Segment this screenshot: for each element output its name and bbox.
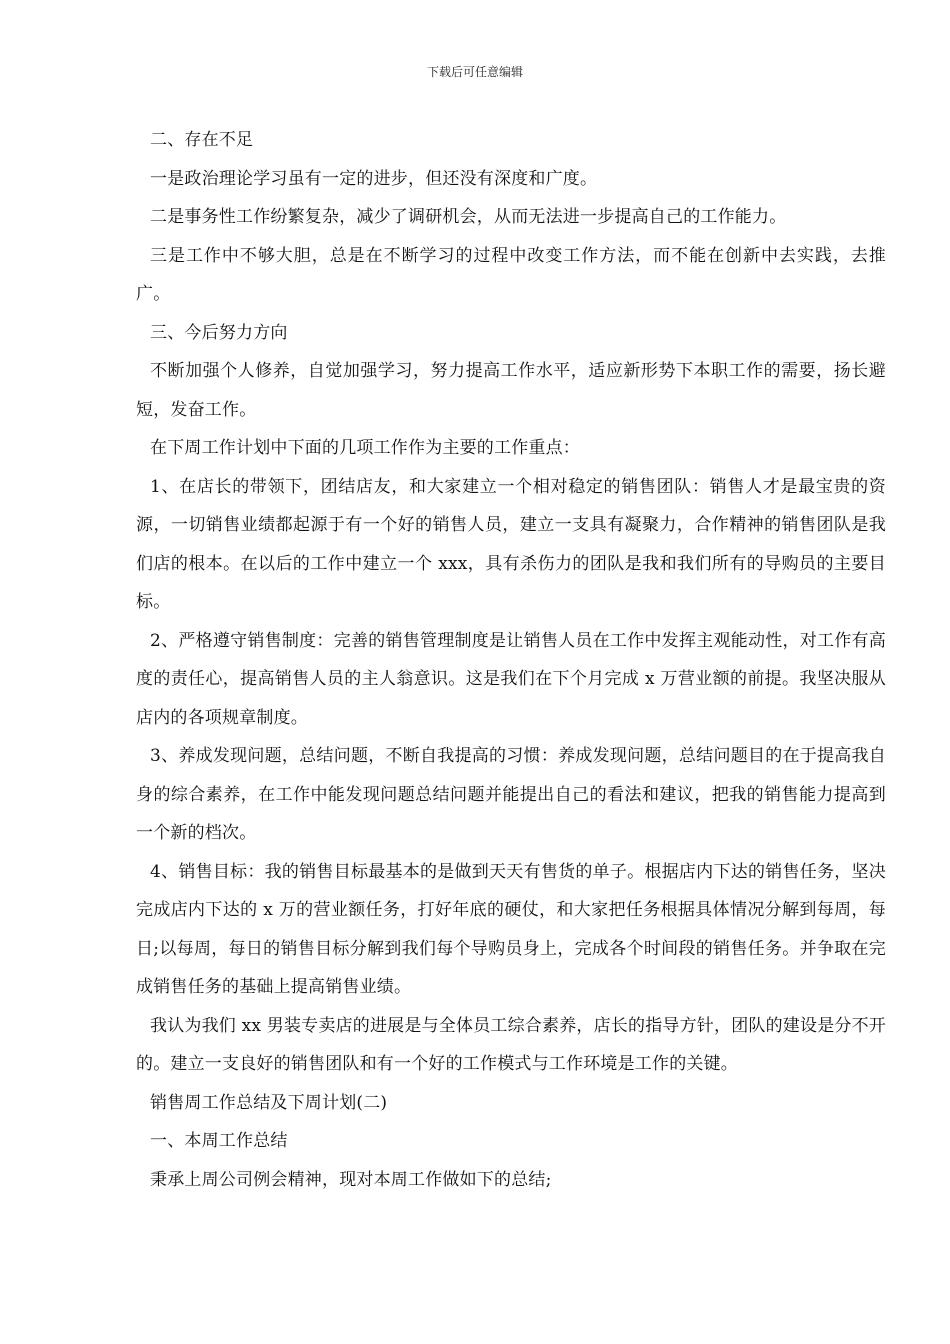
document-subtitle: 销售周工作总结及下周计划(二) bbox=[150, 1092, 388, 1113]
paragraph: 在下周工作计划中下面的几项工作作为主要的工作重点： bbox=[150, 438, 580, 458]
paragraph: 秉承上周公司例会精神，现对本周工作做如下的总结; bbox=[150, 1169, 552, 1190]
paragraph: 一是政治理论学习虽有一定的进步，但还没有深度和广度。 bbox=[150, 168, 598, 189]
document-body bbox=[136, 121, 886, 1199]
list-item-3: 3、养成发现问题，总结问题，不断自我提高的习惯：养成发现问题，总结问题目的在于提高我自身的综合素养，在工作中能发现问题总结问题并能提出自己的看法和建议，把我的销售能力提高到一个新的档次。 bbox=[136, 746, 886, 843]
paragraph: 二是事务性工作纷繁复杂，减少了调研机会，从而无法进一步提高自己的工作能力。 bbox=[150, 207, 787, 227]
paragraph: 不断加强个人修养，自觉加强学习，努力提高工作水平，适应新形势下本职工作的需要，扬长避短，发奋工作。 bbox=[136, 361, 886, 420]
page-header: 下载后可任意编辑 bbox=[426, 65, 523, 79]
list-item-4: 4、销售目标：我的销售目标最基本的是做到天天有售货的单子。根据店内下达的销售任务，坚决完成店内下达的 x 万的营业额任务，打好年底的硬仗，和大家把任务根据具体情况分解到每周，每日;以每周，每日的销售目标分解到我们每个导购员身上，完成各个时间段的销售任务。并争取在完成销售任务的基础上提高销售业绩。 bbox=[136, 861, 886, 997]
section-heading-future-direction: 三、今后努力方向 bbox=[150, 322, 288, 343]
section-heading-weekly-summary: 一、本周工作总结 bbox=[150, 1131, 288, 1151]
paragraph: 我认为我们 xx 男装专卖店的进展是与全体员工综合素养，店长的指导方针，团队的建设是分不开的。建立一支良好的销售团队和有一个好的工作模式与工作环境是工作的关键。 bbox=[136, 1015, 886, 1074]
section-heading-shortcomings: 二、存在不足 bbox=[150, 130, 254, 150]
list-item-1: 1、在店长的带领下，团结店友，和大家建立一个相对稳定的销售团队：销售人才是最宝贵的资源，一切销售业绩都起源于有一个好的销售人员，建立一支具有凝聚力，合作精神的销售团队是我们店的根本。在以后的工作中建立一个 xxx，具有杀伤力的团队是我和我们所有的导购员的主要目标。 bbox=[136, 476, 886, 612]
list-item-2: 2、严格遵守销售制度：完善的销售管理制度是让销售人员在工作中发挥主观能动性，对工作有高度的责任心，提高销售人员的主人翁意识。这是我们在下个月完成 x 万营业额的前提。我坚决服从店内的各项规章制度。 bbox=[136, 630, 886, 728]
paragraph: 三是工作中不够大胆，总是在不断学习的过程中改变工作方法，而不能在创新中去实践，去推广。 bbox=[136, 245, 886, 304]
